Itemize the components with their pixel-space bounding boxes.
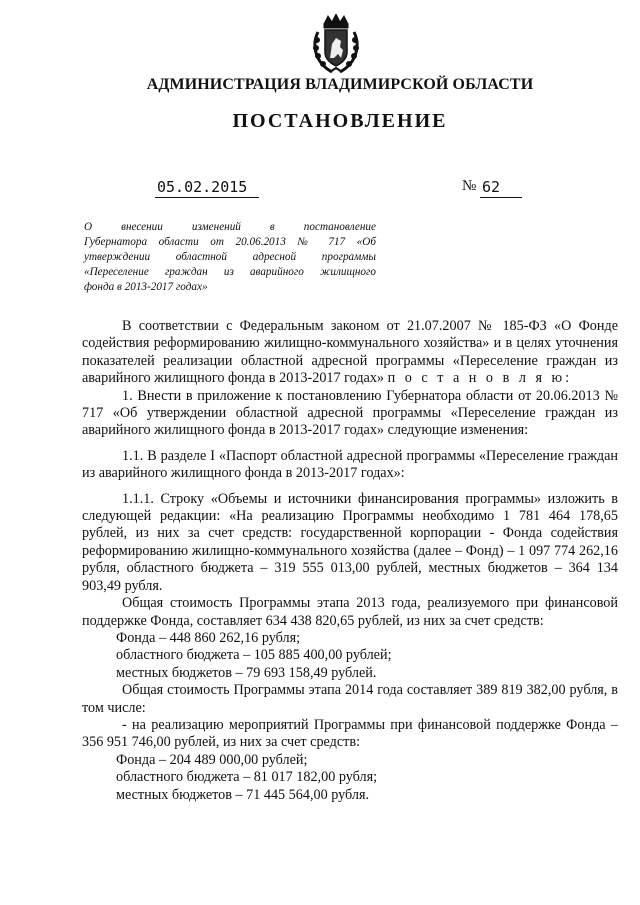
support-2014-paragraph: - на реализацию мероприятий Программы при финансовой поддержке Фонда – 356 951 746,00 рублей, из них за счет средств: bbox=[82, 716, 618, 751]
item-1-1-1: 1.1.1. Строку «Объемы и источники финансирования программы» изложить в следующей редакции: «На реализацию Программы необходимо 1 781 464 178,65 рублей, из них за счет средств: государственной корпорации - Фонда содействия реформированию жилищно-коммунального хозяйства (далее – Фонд) – 1 097 774 262,16 рубля, областного бюджета – 319 555 013,00 рублей, местных бюджетов – 364 134 903,49 рубля. bbox=[82, 490, 618, 594]
cost-2014-paragraph: Общая стоимость Программы этапа 2014 года составляет 389 819 382,00 рубля, в том числе: bbox=[82, 682, 618, 716]
fund-2013-line: Фонда – 448 860 262,16 рубля; bbox=[116, 629, 301, 646]
regional-2014-line: областного бюджета – 81 017 182,00 рубля; bbox=[116, 769, 378, 786]
subject-line: утверждении областной адресной программы bbox=[84, 251, 376, 263]
local-2013-line: местных бюджетов – 79 693 158,49 рублей. bbox=[116, 664, 377, 681]
subject-line: фонда в 2013-2017 годах» bbox=[84, 281, 208, 293]
item-1: 1. Внести в приложение к постановлению Губернатора области от 20.06.2013 № 717 «Об утверждении областной адресной программы «Переселение граждан из аварийного жилищного фонда в 2013-2017 годах» следующие изменения: bbox=[82, 387, 618, 439]
regional-2013-line: областного бюджета – 105 885 400,00 рублей; bbox=[116, 647, 392, 664]
document-date: 05.02.2015 bbox=[155, 178, 259, 198]
administration-title: АДМИНИСТРАЦИЯ ВЛАДИМИРСКОЙ ОБЛАСТИ bbox=[146, 76, 534, 93]
document-number: 62 bbox=[480, 178, 522, 198]
coat-of-arms-icon bbox=[310, 14, 362, 76]
preamble-paragraph bbox=[82, 318, 618, 388]
document-number-label: № bbox=[462, 178, 477, 194]
cost-2013-paragraph: Общая стоимость Программы этапа 2013 года, реализуемого при финансовой поддержке Фонда, составляет 634 438 820,65 рублей, из них за счет средств: bbox=[82, 595, 618, 629]
subject-line: «Переселение граждан из аварийного жилищного bbox=[84, 266, 376, 278]
item-1-1: 1.1. В разделе I «Паспорт областной адресной программы «Переселение граждан из аварийного жилищного фонда в 2013-2017 годах»: bbox=[82, 447, 618, 482]
document-subject bbox=[84, 220, 376, 295]
resolve-word: п о с т а н о в л я ю: bbox=[387, 370, 573, 387]
document-body bbox=[82, 318, 618, 804]
subject-line: О внесении изменений в постановление bbox=[84, 221, 376, 233]
document-type: ПОСТАНОВЛЕНИЕ bbox=[232, 110, 448, 132]
fund-2014-line: Фонда – 204 489 000,00 рублей; bbox=[116, 751, 308, 768]
preamble-text: В соответствии с Федеральным законом от 21.07.2007 № 185-ФЗ «О Фонде содействия реформированию жилищно-коммунального хозяйства» и в целях уточнения показателей реализации областной адресной программы «Переселение граждан из аварийного жилищного фонда в 2013-2017 годах» bbox=[82, 318, 618, 387]
subject-line: Губернатора области от 20.06.2013 № 717 «Об bbox=[84, 236, 376, 248]
local-2014-line: местных бюджетов – 71 445 564,00 рубля. bbox=[116, 786, 370, 803]
